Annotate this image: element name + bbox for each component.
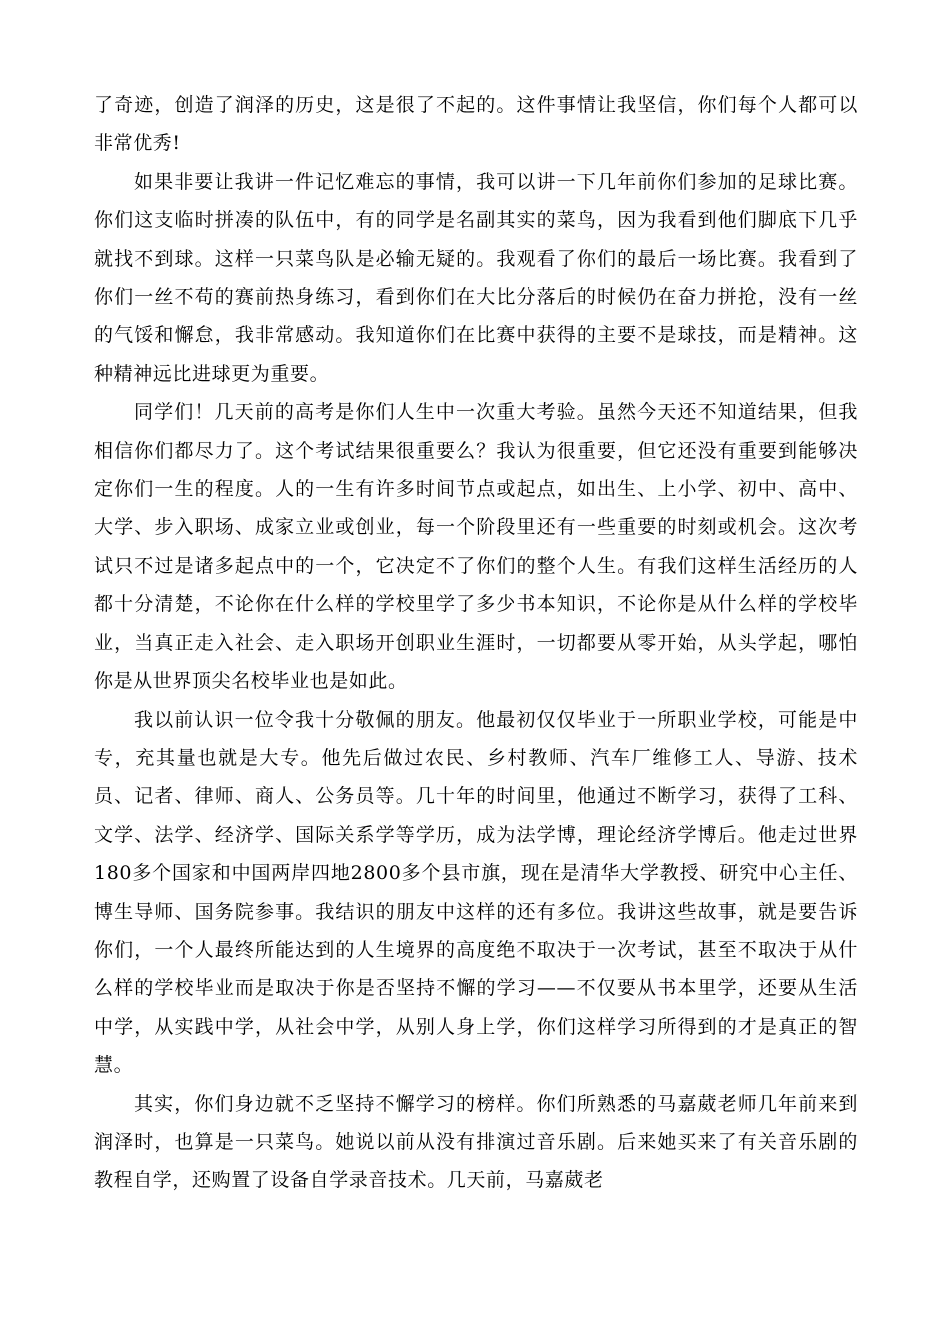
document-page — [94, 86, 858, 1200]
paragraph-teacher-example: 其实，你们身边就不乏坚持不懈学习的榜样。你们所熟悉的马嘉葳老师几年前来到润泽时，也算是一只菜鸟。她说以前从没有排演过音乐剧。后来她买来了有关音乐剧的教程自学，还购置了设备自学录音技术。几天前，马嘉葳老 — [94, 1092, 858, 1192]
paragraph-continued: 了奇迹，创造了润泽的历史，这是很了不起的。这件事情让我坚信，你们每个人都可以非常优秀! — [94, 94, 858, 155]
paragraph-football-match: 如果非要让我讲一件记忆难忘的事情，我可以讲一下几年前你们参加的足球比赛。你们这支临时拼凑的队伍中，有的同学是名副其实的菜鸟，因为我看到他们脚底下几乎就找不到球。这样一只菜鸟队是必输无疑的。我观看了你们的最后一场比赛。我看到了你们一丝不苟的赛前热身练习，看到你们在大比分落后的时候仍在奋力拼抢，没有一丝的气馁和懈怠，我非常感动。我知道你们在比赛中获得的主要不是球技，而是精神。这种精神远比进球更为重要。 — [94, 170, 858, 385]
paragraph-college-exam: 同学们！几天前的高考是你们人生中一次重大考验。虽然今天还不知道结果，但我相信你们都尽力了。这个考试结果很重要么？我认为很重要，但它还没有重要到能够决定你们一生的程度。人的一生有许多时间节点或起点，如出生、上小学、初中、高中、大学、步入职场、成家立业或创业，每一个阶段里还有一些重要的时刻或机会。这次考试只不过是诸多起点中的一个，它决定不了你们的整个人生。有我们这样生活经历的人都十分清楚，不论你在什么样的学校里学了多少书本知识，不论你是从什么样的学校毕业，当真正走入社会、走入职场开创职业生涯时，一切都要从零开始，从头学起，哪怕你是从世界顶尖名校毕业也是如此。 — [94, 401, 858, 693]
paragraph-admired-friend: 我以前认识一位令我十分敬佩的朋友。他最初仅仅毕业于一所职业学校，可能是中专，充其量也就是大专。他先后做过农民、乡村教师、汽车厂维修工人、导游、技术员、记者、律师、商人、公务员等。几十年的时间里，他通过不断学习，获得了工科、文学、法学、经济学、国际关系学等学历，成为法学博，理论经济学博后。他走过世界180多个国家和中国两岸四地2800多个县市旗，现在是清华大学教授、研究中心主任、博生导师、国务院参事。我结识的朋友中这样的还有多位。我讲这些故事，就是要告诉你们，一个人最终所能达到的人生境界的高度绝不取决于一次考试，甚至不取决于从什么样的学校毕业而是取决于你是否坚持不懈的学习——不仅要从书本里学，还要从生活中学，从实践中学，从社会中学，从别人身上学，你们这样学习所得到的才是真正的智慧。 — [94, 708, 858, 1077]
